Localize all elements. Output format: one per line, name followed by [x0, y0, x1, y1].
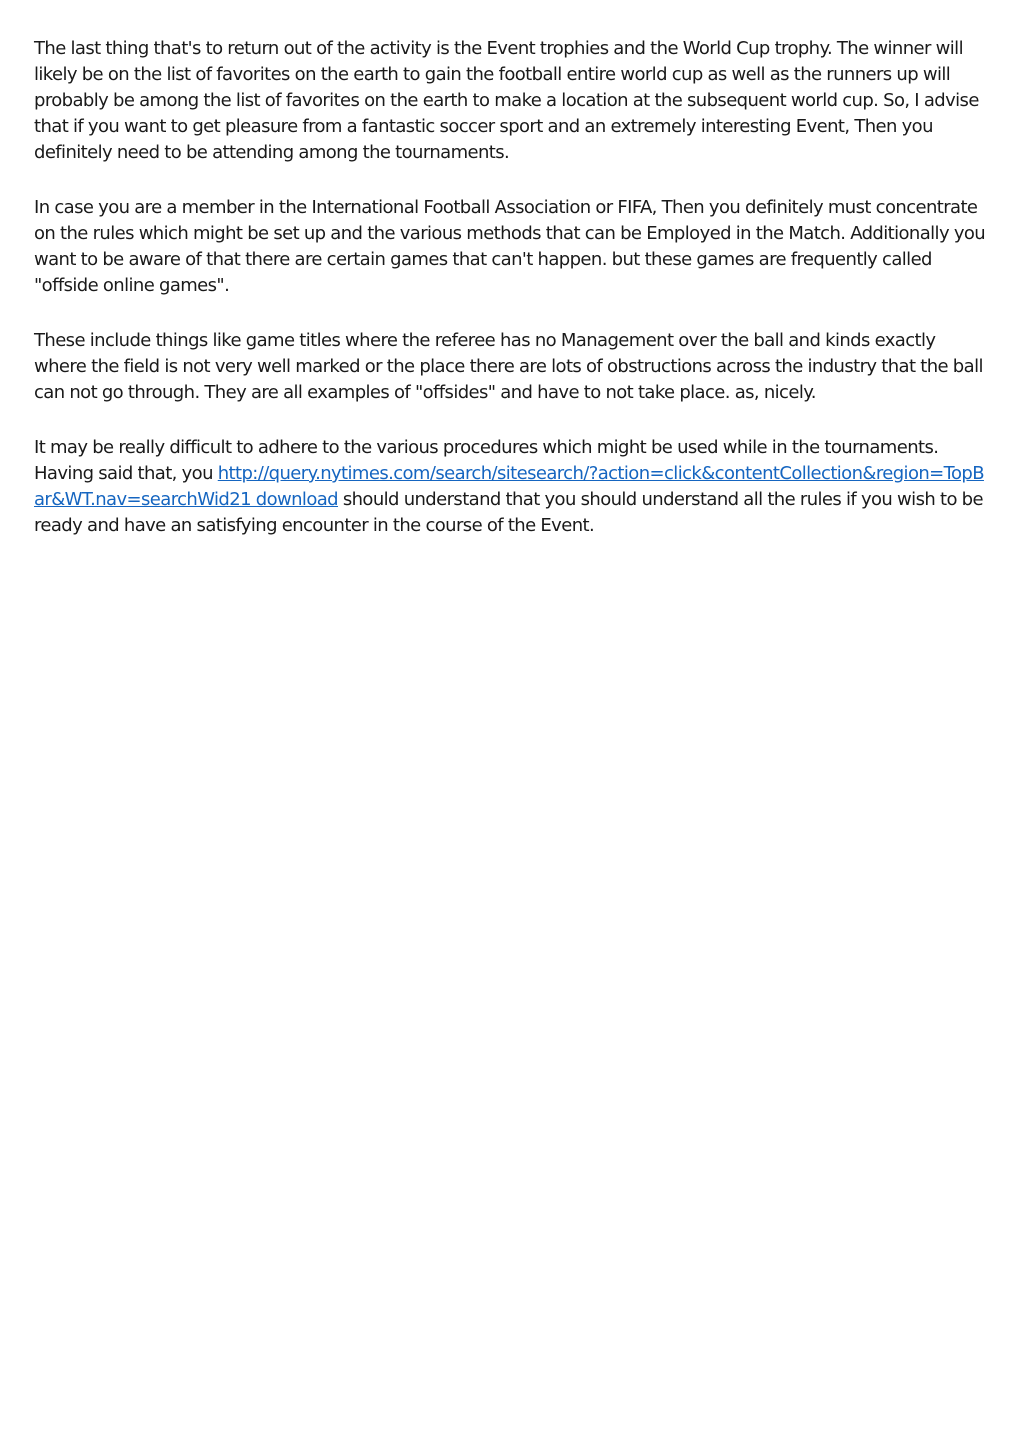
- paragraph-2: In case you are a member in the International Football Association or FIFA, Then you definitely must concentrate on the rules which might be set up and the various methods that can be Employed in the Match. Additionally you want to be aware of that there are certain games that can't happen. but these games are frequently called "offside online games".: [34, 197, 986, 296]
- paragraph-1: The last thing that's to return out of the activity is the Event trophies and the World Cup trophy. The winner will likely be on the list of favorites on the earth to gain the football entire world cup as well as the runners up will probably be among the list of favorites on the earth to make a location at the subsequent world cup. So, I advise that if you want to get pleasure from a fantastic soccer sport and an extremely interesting Event, Then you definitely need to be attending among the tournaments.: [34, 38, 979, 163]
- nytimes-search-link[interactable]: http://query.nytimes.com/search/sitesearch/?action=click&contentCollection&region=TopBar&WT.nav=searchWid21 download: [34, 463, 984, 510]
- paragraph-4-text-after-link: should understand that you should understand all the rules if you wish to be ready and have an satisfying encounter in the course of the Event.: [34, 489, 983, 536]
- document-body: [34, 36, 992, 568]
- paragraph-4: [34, 435, 992, 539]
- paragraph-3: These include things like game titles where the referee has no Management over the ball and kinds exactly where the field is not very well marked or the place there are lots of obstructions across the industry that the ball can not go through. They are all examples of "offsides" and have to not take place. as, nicely.: [34, 330, 983, 403]
- paragraph-4-text-before-link: It may be really difficult to adhere to the various procedures which might be used while in the tournaments. Having said that, you: [34, 437, 939, 484]
